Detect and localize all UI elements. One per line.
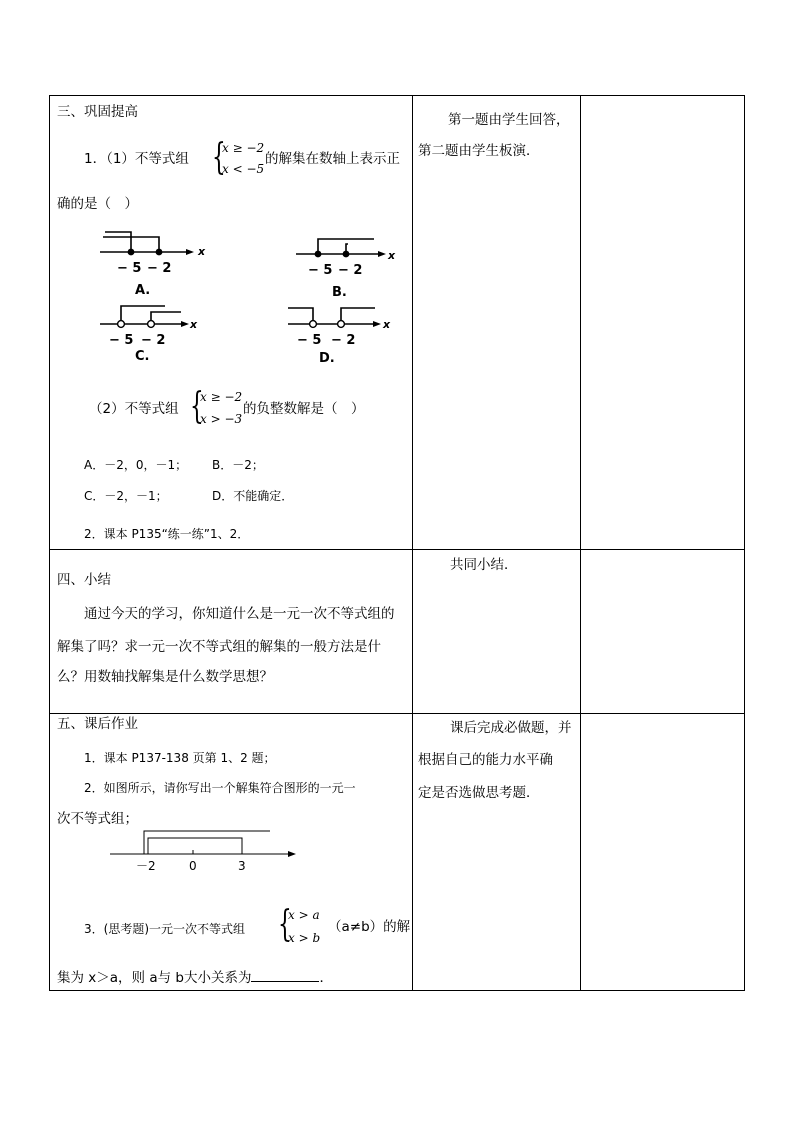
section3-note-line1: 第一题由学生回答， (448, 112, 570, 128)
section4-line2: 解集了吗？求一元一次不等式组的解集的一般方法是什 (57, 639, 381, 655)
item3-cond: （a≠b）的解 (328, 919, 411, 935)
q1-2-ineq2: x > −3 (200, 412, 243, 426)
point-c1 (118, 321, 125, 328)
section4-line1: 通过今天的学习，你知道什么是一元一次不等式组的 (84, 606, 395, 622)
ray-a1 (105, 232, 131, 252)
ray-c2 (151, 312, 181, 324)
item3-cont (57, 968, 333, 986)
axis-label-c: x (190, 318, 198, 331)
arrow-a (186, 249, 194, 255)
ray-d2 (341, 308, 375, 324)
answer-blank (251, 968, 319, 982)
q1-1-prefix: 1．（1）不等式组 (84, 151, 189, 167)
tick-c-neg5: − 5 (109, 333, 134, 348)
arrow-b (378, 251, 386, 257)
option-a-label: A. (135, 283, 151, 298)
point-d1 (310, 321, 317, 328)
column-divider-2 (580, 96, 581, 990)
section4-note: 共同小结． (450, 557, 518, 573)
axis-label-b: x (388, 249, 396, 262)
q1-2-suffix: 的负整数解是（ ） (243, 401, 365, 417)
q1-2-prefix: （2）不等式组 (89, 401, 179, 417)
tick-c-neg2: − 2 (141, 333, 166, 348)
section3-heading: 三、巩固提高 (57, 104, 138, 120)
item3-cont-prefix: 集为 x＞a，则 a与 b大小关系为 (57, 970, 252, 986)
option-d-label: D. (319, 351, 335, 366)
section3-note-line2: 第二题由学生板演． (418, 143, 540, 159)
hw-arrow (288, 851, 296, 857)
axis-label-d: x (383, 318, 391, 331)
homework-numberline (108, 826, 308, 876)
numberline-option-c (95, 298, 215, 370)
q1-1-brace: { (212, 137, 226, 178)
arrow-c (181, 321, 189, 327)
section5-note-line1: 课后完成必做题，并 (450, 720, 572, 736)
item3-brace: { (278, 904, 292, 945)
q2-text: 2．课本 P135“练一练”1、2． (84, 527, 250, 541)
item3-prefix: 3．(思考题)一元一次不等式组 (84, 922, 245, 936)
q1-1-cont: 确的是（ ） (57, 196, 138, 212)
point-c2 (148, 321, 155, 328)
section4-line3: 么？用数轴找解集是什么数学思想？ (57, 669, 273, 685)
numberline-option-b (290, 228, 410, 300)
q1-2-ineq1: x ≥ −2 (200, 390, 243, 404)
option-c-text: C．－2，－1； (84, 489, 168, 503)
ray-d1 (288, 308, 313, 324)
tick-b-neg2: − 2 (338, 263, 363, 278)
hw-label-zero: 0 (189, 859, 197, 873)
point-a1 (128, 249, 135, 256)
axis-label-a: x (198, 245, 206, 258)
tick-b-neg5: − 5 (308, 263, 333, 278)
option-b-label: B. (332, 285, 347, 300)
numberline-option-a (95, 226, 215, 298)
option-a-text: A．－2，0，－1； (84, 458, 188, 472)
hw-ray-upper (144, 831, 270, 854)
hw-ray-lower (148, 838, 242, 854)
row-divider-2 (50, 713, 744, 714)
q1-2-brace: { (190, 386, 204, 427)
point-a2 (156, 249, 163, 256)
tick-a-neg2: − 2 (147, 261, 172, 276)
section4-heading: 四、小结 (57, 572, 111, 588)
section5-item2b: 次不等式组； (57, 811, 138, 827)
section5-item1: 1．课本 P137-138 页第 1、2 题； (84, 751, 276, 765)
tick-d-neg5: − 5 (297, 333, 322, 348)
tick-d-neg2: − 2 (331, 333, 356, 348)
section5-note-line2: 根据自己的能力水平确 (418, 752, 553, 768)
hw-label-neg2: －2 (136, 859, 156, 873)
item3-cont-suffix: ． (319, 970, 333, 986)
point-b1 (315, 251, 322, 258)
numberline-option-d (285, 298, 405, 370)
section5-note-line3: 定是否选做思考题． (418, 785, 540, 801)
row-divider-1 (50, 549, 744, 550)
item3-ineq2: x > b (288, 931, 321, 945)
q1-1-ineq1: x ≥ −2 (222, 141, 265, 155)
ray-c1 (121, 306, 165, 324)
column-divider-1 (412, 96, 413, 990)
hw-label-three: 3 (238, 859, 246, 873)
point-b2 (343, 251, 350, 258)
option-d-text: D．不能确定． (212, 489, 294, 503)
option-b-text: B．－2； (212, 458, 264, 472)
item3-ineq1: x > a (288, 908, 320, 922)
q1-1-suffix: 的解集在数轴上表示正 (265, 151, 400, 167)
q1-1-ineq2: x < −5 (222, 162, 265, 176)
arrow-d (373, 321, 381, 327)
tick-a-neg5: − 5 (117, 261, 142, 276)
option-c-label: C. (135, 349, 150, 364)
section5-item2a: 2．如图所示，请你写出一个解集符合图形的一元一 (84, 781, 356, 795)
point-d2 (338, 321, 345, 328)
section5-heading: 五、课后作业 (57, 716, 138, 732)
